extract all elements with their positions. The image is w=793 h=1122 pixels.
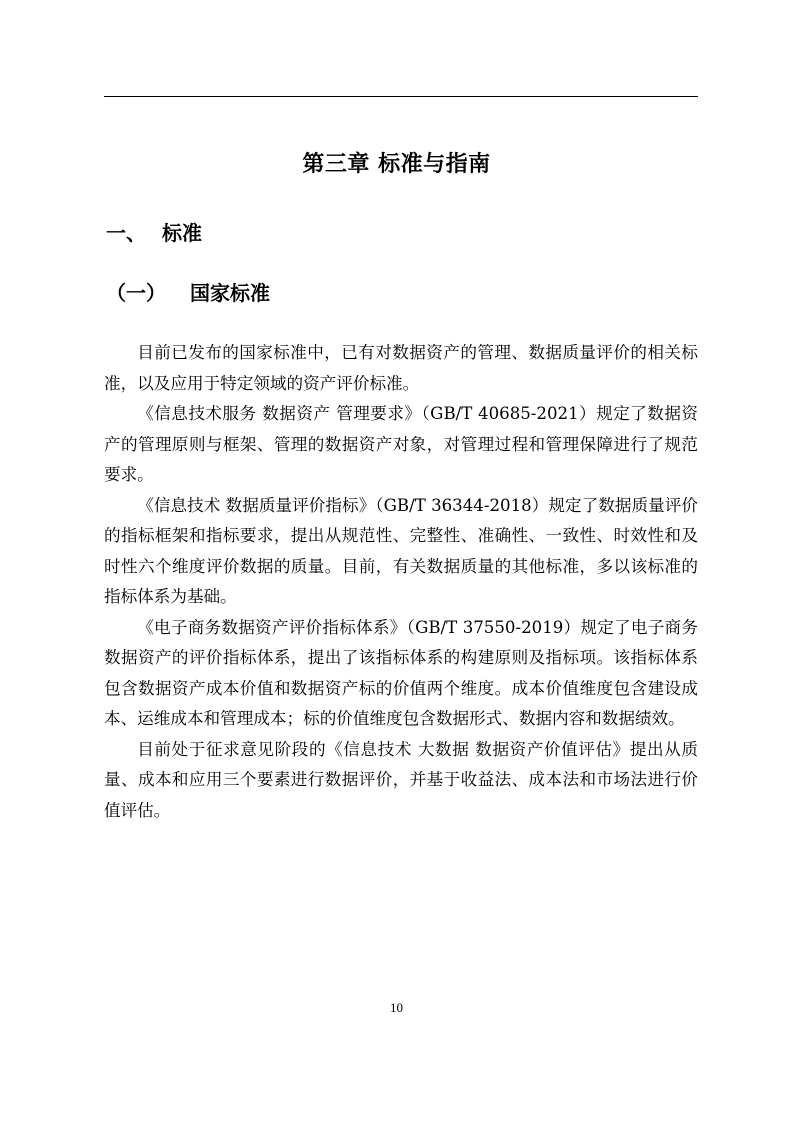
section-title: 标准 [162,221,202,245]
subsection-title: 国家标准 [190,281,270,305]
paragraph: 目前已发布的国家标准中，已有对数据资产的管理、数据质量评价的相关标准，以及应用于特定领域的资产评价标准。 [104,343,698,393]
page-number: 10 [390,1000,403,1015]
subsection-number: （一） [106,281,166,305]
subsection-heading [106,279,270,307]
paragraph: 《电子商务数据资产评价指标体系》（GB/T 37550-2019）规定了电子商务数据资产的评价指标体系，提出了该指标体系的构建原则及指标项。该指标体系包含数据资产成本价值和数据资产标的价值两个维度。成本价值维度包含建设成本、运维成本和管理成本；标的价值维度包含数据形式、数据内容和数据绩效。 [104,617,698,728]
paragraph: 目前处于征求意见阶段的《信息技术 大数据 数据资产价值评估》提出从质量、成本和应用三个要素进行数据评价，并基于收益法、成本法和市场法进行价值评估。 [104,739,698,820]
body-text [104,338,698,826]
chapter-title: 第三章 标准与指南 [302,152,491,177]
paragraph: 《信息技术服务 数据资产 管理要求》（GB/T 40685-2021）规定了数据资产的管理原则与框架、管理的数据资产对象，对管理过程和管理保障进行了规范要求。 [104,404,698,484]
section-number: 一、 [106,221,146,245]
paragraph: 《信息技术 数据质量评价指标》（GB/T 36344-2018）规定了数据质量评价的指标框架和指标要求，提出从规范性、完整性、准确性、一致性、时效性和及时性六个维度评价数据的质量。目前，有关数据质量的其他标准，多以该标准的指标体系为基础。 [104,495,698,606]
section-heading [106,219,202,247]
header-rule [104,96,698,97]
